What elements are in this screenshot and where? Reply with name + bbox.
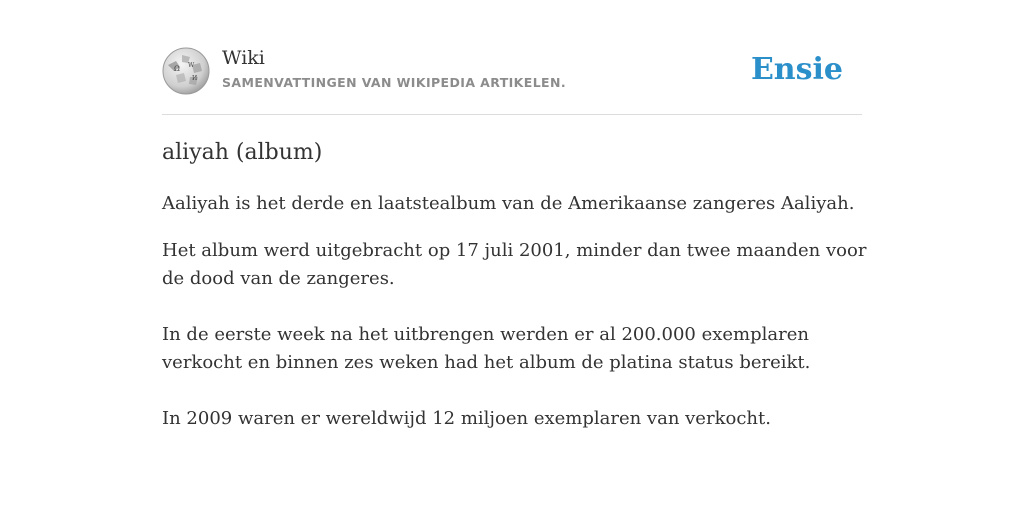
article (162, 136, 872, 452)
site-subtitle: SAMENVATTINGEN VAN WIKIPEDIA ARTIKELEN. (222, 75, 567, 90)
svg-text:Ω: Ω (174, 65, 180, 73)
site-title[interactable]: Wiki (222, 47, 265, 69)
ensie-brand-logo[interactable]: Ensie (750, 52, 843, 87)
article-paragraph: In 2009 waren er wereldwijd 12 miljoen exemplaren van verkocht. (162, 408, 771, 429)
svg-text:W: W (188, 62, 195, 69)
article-paragraph: Het album werd uitgebracht op 17 juli 2001, minder dan twee maanden voor de dood van de zangeres. (162, 240, 867, 289)
wikipedia-globe-icon[interactable] (162, 47, 210, 95)
article-title: aliyah (album) (162, 140, 323, 165)
site-header (162, 44, 862, 115)
article-paragraph: In de eerste week na het uitbrengen werden er al 200.000 exemplaren verkocht en binnen zes weken had het album de platina status bereikt. (162, 324, 811, 373)
svg-text:И: И (192, 75, 198, 82)
article-paragraph: Aaliyah is het derde en laatstealbum van de Amerikaanse zangeres Aaliyah. (162, 193, 855, 214)
